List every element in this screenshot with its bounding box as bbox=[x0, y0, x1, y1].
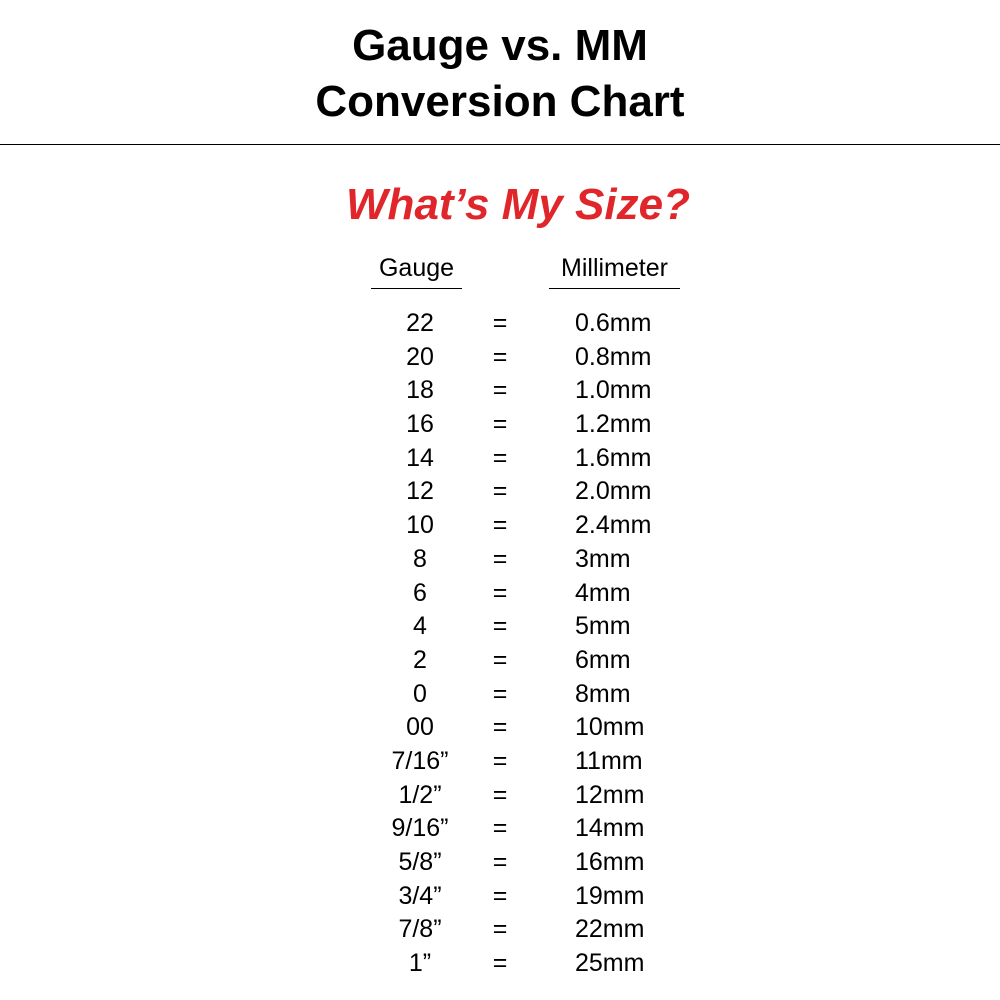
equals-sign: = bbox=[492, 949, 508, 978]
table-row bbox=[0, 543, 1000, 577]
equals-sign: = bbox=[492, 376, 508, 405]
equals-sign: = bbox=[492, 881, 508, 910]
millimeter-value: 25mm bbox=[575, 949, 645, 978]
equals-sign: = bbox=[492, 713, 508, 742]
title-divider bbox=[0, 144, 1000, 145]
table-row bbox=[0, 442, 1000, 476]
table-row bbox=[0, 307, 1000, 341]
table-row bbox=[0, 644, 1000, 678]
table-row bbox=[0, 678, 1000, 712]
gauge-value: 12 bbox=[406, 477, 434, 506]
title-line-2: Conversion Chart bbox=[315, 77, 685, 126]
table-row bbox=[0, 475, 1000, 509]
millimeter-value: 10mm bbox=[575, 713, 645, 742]
equals-sign: = bbox=[492, 511, 508, 540]
gauge-value: 1” bbox=[408, 949, 432, 978]
conversion-table bbox=[0, 307, 1000, 981]
gauge-value: 18 bbox=[406, 376, 434, 405]
table-row bbox=[0, 779, 1000, 813]
gauge-value: 16 bbox=[406, 410, 434, 439]
equals-sign: = bbox=[492, 848, 508, 876]
table-row bbox=[0, 913, 1000, 947]
table-row bbox=[0, 711, 1000, 745]
millimeter-value: 0.8mm bbox=[575, 342, 652, 371]
title-line-1: Gauge vs. MM bbox=[352, 21, 648, 70]
equals-sign: = bbox=[492, 679, 508, 708]
gauge-value: 0 bbox=[413, 679, 427, 708]
gauge-value: 6 bbox=[413, 578, 427, 607]
table-row bbox=[0, 577, 1000, 611]
gauge-value: 2 bbox=[413, 645, 427, 674]
millimeter-value: 11mm bbox=[575, 746, 643, 775]
gauge-value: 22 bbox=[406, 309, 434, 337]
equals-sign: = bbox=[492, 410, 508, 439]
table-row bbox=[0, 812, 1000, 846]
millimeter-value: 1.6mm bbox=[575, 443, 652, 472]
millimeter-value: 19mm bbox=[575, 881, 645, 910]
subtitle: What’s My Size? bbox=[346, 180, 690, 229]
millimeter-value: 14mm bbox=[575, 814, 645, 843]
gauge-value: 7/16” bbox=[391, 746, 449, 775]
table-row bbox=[0, 610, 1000, 644]
equals-sign: = bbox=[492, 612, 508, 641]
gauge-value: 9/16” bbox=[391, 814, 449, 843]
millimeter-value: 22mm bbox=[575, 915, 645, 944]
page-title bbox=[0, 18, 1000, 130]
millimeter-value: 16mm bbox=[575, 848, 645, 876]
millimeter-value: 12mm bbox=[575, 780, 645, 809]
equals-sign: = bbox=[492, 645, 508, 674]
table-row bbox=[0, 947, 1000, 981]
millimeter-column-header: Millimeter bbox=[549, 252, 680, 289]
equals-sign: = bbox=[492, 578, 508, 607]
gauge-value: 5/8” bbox=[398, 848, 442, 876]
table-row bbox=[0, 374, 1000, 408]
equals-sign: = bbox=[492, 544, 508, 573]
gauge-value: 14 bbox=[406, 443, 434, 472]
table-row bbox=[0, 745, 1000, 779]
millimeter-value: 2.4mm bbox=[575, 511, 652, 540]
gauge-value: 1/2” bbox=[398, 780, 442, 809]
gauge-value: 20 bbox=[406, 342, 434, 371]
equals-sign: = bbox=[492, 746, 508, 775]
millimeter-value: 4mm bbox=[575, 578, 631, 607]
millimeter-value: 6mm bbox=[575, 645, 631, 674]
gauge-value: 8 bbox=[413, 544, 427, 573]
gauge-value: 10 bbox=[406, 511, 434, 540]
gauge-value: 7/8” bbox=[398, 915, 442, 944]
table-row bbox=[0, 408, 1000, 442]
table-row bbox=[0, 846, 1000, 880]
equals-sign: = bbox=[492, 814, 508, 843]
millimeter-value: 2.0mm bbox=[575, 477, 652, 506]
equals-sign: = bbox=[492, 309, 508, 337]
equals-sign: = bbox=[492, 780, 508, 809]
millimeter-value: 1.2mm bbox=[575, 410, 652, 439]
table-row bbox=[0, 509, 1000, 543]
millimeter-value: 0.6mm bbox=[575, 309, 652, 337]
table-row bbox=[0, 341, 1000, 375]
gauge-value: 4 bbox=[413, 612, 427, 641]
equals-sign: = bbox=[492, 915, 508, 944]
millimeter-value: 8mm bbox=[575, 679, 631, 708]
millimeter-value: 3mm bbox=[575, 544, 631, 573]
gauge-value: 3/4” bbox=[398, 881, 442, 910]
millimeter-value: 1.0mm bbox=[575, 376, 652, 405]
gauge-value: 00 bbox=[406, 713, 434, 742]
equals-sign: = bbox=[492, 443, 508, 472]
millimeter-value: 5mm bbox=[575, 612, 631, 641]
gauge-column-header: Gauge bbox=[371, 252, 462, 289]
table-row bbox=[0, 880, 1000, 914]
equals-sign: = bbox=[492, 477, 508, 506]
equals-sign: = bbox=[492, 342, 508, 371]
